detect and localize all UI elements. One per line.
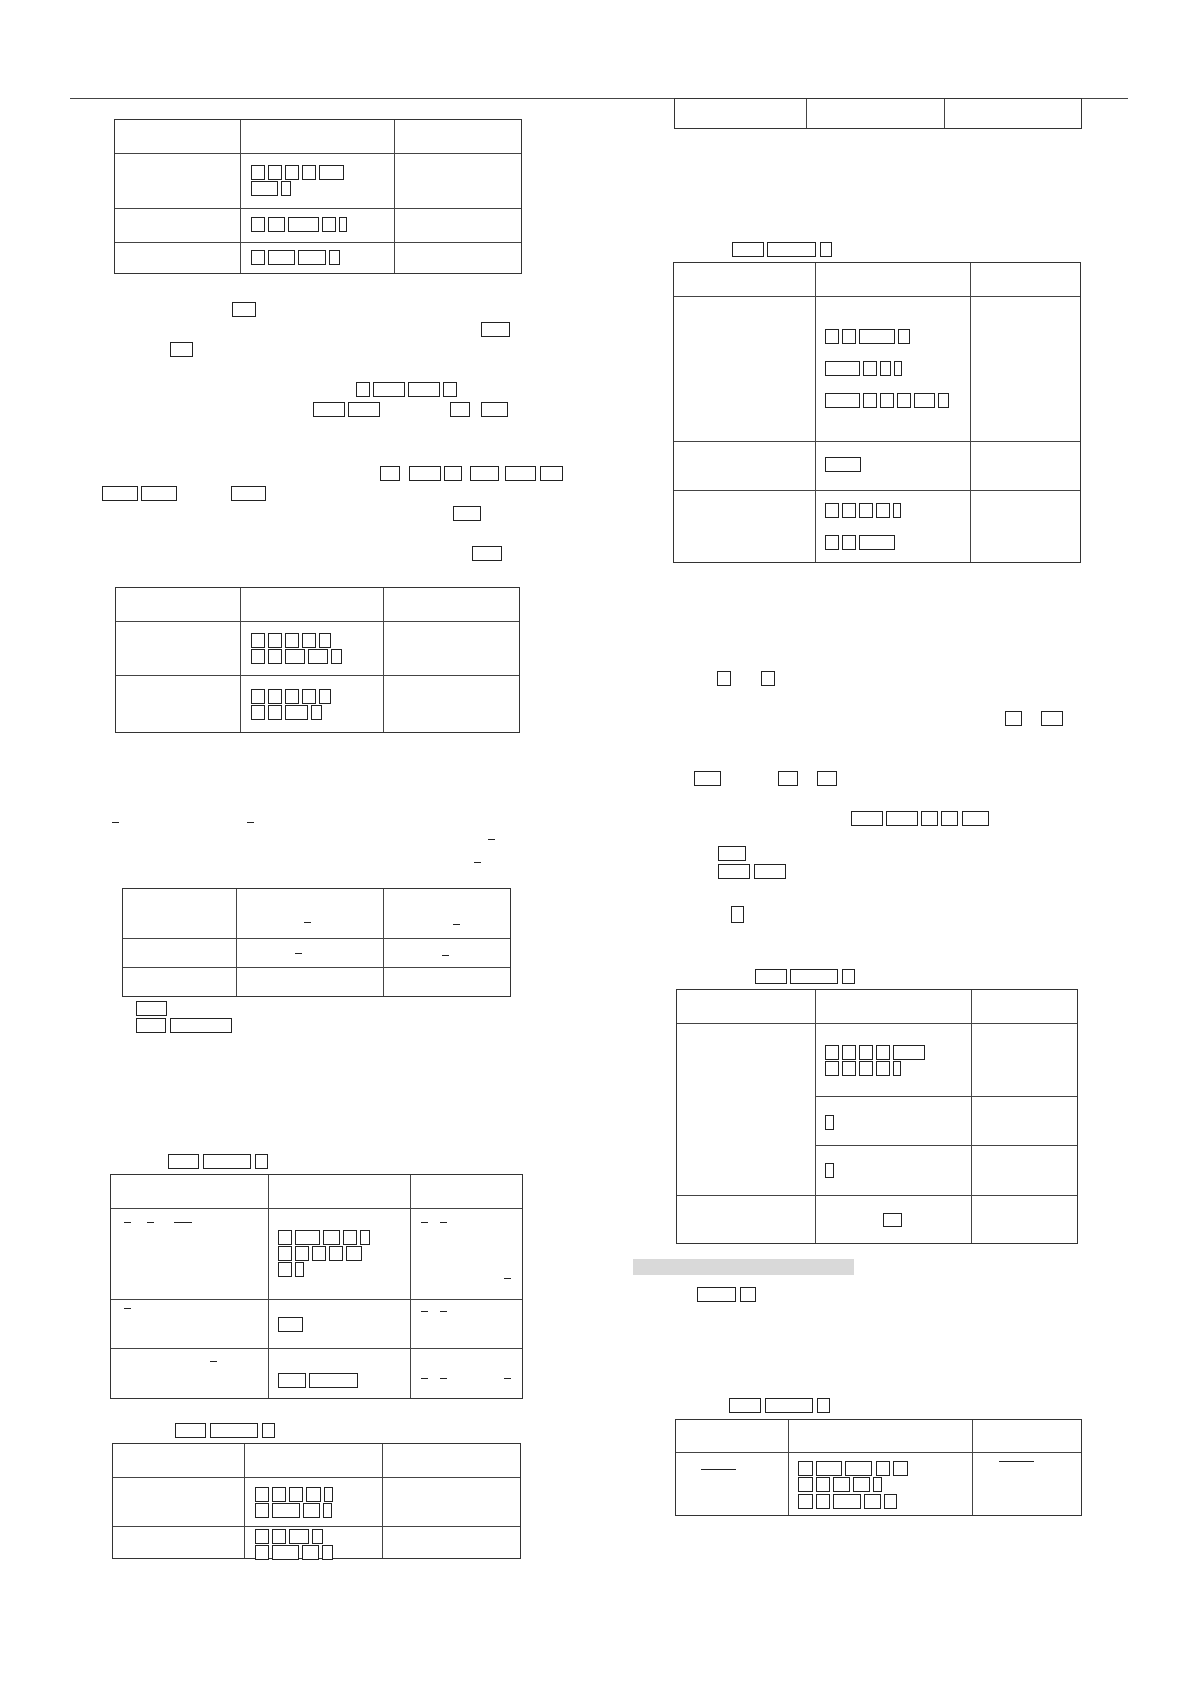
glyph-box <box>170 1018 232 1033</box>
formula-dash <box>999 1461 1034 1462</box>
glyph-box <box>883 1213 902 1227</box>
glyph-box <box>170 342 193 357</box>
table-rule <box>116 675 519 676</box>
formula-dash <box>442 955 449 956</box>
glyph-box <box>289 1487 303 1502</box>
glyph-box <box>360 1230 370 1245</box>
table-rule <box>970 263 971 562</box>
glyph-box <box>790 969 838 984</box>
glyph-box <box>380 466 400 481</box>
glyph-box <box>778 771 798 786</box>
glyph-box <box>825 361 860 376</box>
glyph-box <box>302 633 316 648</box>
glyph-box <box>329 1246 343 1261</box>
table-rule <box>677 1023 1077 1024</box>
glyph-box <box>136 1018 166 1033</box>
table-rule <box>677 1195 1077 1196</box>
glyph-box <box>863 393 877 408</box>
formula-dash <box>701 1469 736 1470</box>
glyph-box <box>453 506 481 521</box>
glyph-box <box>921 811 938 826</box>
glyph-box <box>136 1001 167 1016</box>
formula-dash <box>440 1222 447 1223</box>
glyph-box <box>540 466 563 481</box>
glyph-box <box>298 250 326 265</box>
formula-dash <box>421 1222 428 1223</box>
formula-dash <box>112 822 119 823</box>
glyph-box <box>833 1477 850 1492</box>
table-rule <box>815 990 816 1243</box>
table-rule <box>123 967 510 968</box>
glyph-box <box>262 1423 275 1438</box>
glyph-box <box>329 250 340 265</box>
glyph-box <box>876 1461 890 1476</box>
table-rule <box>815 1096 1077 1097</box>
glyph-box <box>268 217 285 232</box>
glyph-box <box>767 242 816 257</box>
glyph-box <box>319 689 331 704</box>
glyph-box <box>102 486 138 501</box>
table-rule <box>410 1175 411 1398</box>
glyph-box <box>481 322 510 337</box>
glyph-box <box>914 393 935 408</box>
glyph-box <box>313 402 345 417</box>
glyph-box <box>798 1461 813 1476</box>
glyph-box <box>729 1398 761 1413</box>
glyph-box <box>443 382 457 397</box>
table-r0 <box>674 98 1082 129</box>
glyph-box <box>268 165 282 180</box>
table-rule <box>115 208 521 209</box>
formula-dash <box>124 1222 131 1223</box>
glyph-box <box>825 1163 834 1178</box>
glyph-box <box>755 969 787 984</box>
table-rule <box>111 1208 522 1209</box>
glyph-box <box>876 1061 890 1076</box>
table-rule <box>382 1444 383 1558</box>
glyph-box <box>302 165 316 180</box>
glyph-box <box>309 1373 358 1388</box>
glyph-box <box>306 1487 321 1502</box>
glyph-box <box>842 1045 856 1060</box>
glyph-box <box>898 329 910 344</box>
glyph-box <box>323 1503 332 1518</box>
glyph-box <box>481 402 508 417</box>
glyph-box <box>210 1423 258 1438</box>
glyph-box <box>268 705 282 720</box>
glyph-box <box>311 705 322 720</box>
glyph-box <box>308 649 328 664</box>
table-rule <box>394 120 395 273</box>
glyph-box <box>251 649 265 664</box>
glyph-box <box>302 689 316 704</box>
glyph-box <box>409 466 441 481</box>
glyph-box <box>324 1487 333 1502</box>
glyph-box <box>825 329 839 344</box>
glyph-box <box>288 217 319 232</box>
glyph-box <box>322 217 336 232</box>
table-rule <box>244 1444 245 1558</box>
glyph-box <box>938 393 949 408</box>
glyph-box <box>348 402 380 417</box>
glyph-box <box>251 250 265 265</box>
glyph-box <box>761 671 775 686</box>
glyph-box <box>278 1373 306 1388</box>
glyph-box <box>278 1317 303 1332</box>
glyph-box <box>295 1246 309 1261</box>
glyph-box <box>251 705 265 720</box>
glyph-box <box>285 165 299 180</box>
glyph-box <box>472 546 502 561</box>
glyph-box <box>175 1423 206 1438</box>
glyph-box <box>859 1045 873 1060</box>
glyph-box <box>268 250 295 265</box>
glyph-box <box>697 1287 736 1302</box>
glyph-box <box>255 1487 269 1502</box>
glyph-box <box>731 906 744 923</box>
glyph-box <box>825 535 839 550</box>
glyph-box <box>251 633 265 648</box>
glyph-box <box>740 1287 756 1302</box>
glyph-box <box>272 1503 300 1518</box>
glyph-box <box>732 242 764 257</box>
table-rule <box>674 296 1080 297</box>
glyph-box <box>842 503 856 518</box>
glyph-box <box>825 1115 834 1130</box>
glyph-box <box>285 633 299 648</box>
glyph-box <box>251 181 278 196</box>
glyph-box <box>820 242 832 257</box>
glyph-box <box>893 1061 901 1076</box>
table-rule <box>240 588 241 732</box>
glyph-box <box>346 1246 362 1261</box>
glyph-box <box>356 382 370 397</box>
glyph-box <box>825 457 861 472</box>
glyph-box <box>851 811 883 826</box>
glyph-box <box>251 689 265 704</box>
glyph-box <box>825 503 839 518</box>
glyph-box <box>816 1494 830 1509</box>
glyph-box <box>319 165 344 180</box>
glyph-box <box>255 1545 269 1560</box>
glyph-box <box>303 1503 320 1518</box>
formula-dash <box>247 822 254 823</box>
glyph-box <box>312 1246 326 1261</box>
formula-dash <box>440 1311 447 1312</box>
glyph-box <box>278 1230 292 1245</box>
glyph-box <box>302 1545 319 1560</box>
table-r2 <box>676 989 1078 1244</box>
glyph-box <box>232 302 256 317</box>
formula-dash <box>421 1311 428 1312</box>
formula-dash <box>304 922 311 923</box>
table-rule <box>383 889 384 996</box>
formula-dash <box>453 924 460 925</box>
table-rule <box>115 242 521 243</box>
glyph-box <box>1005 711 1022 726</box>
glyph-box <box>285 705 308 720</box>
glyph-box <box>251 165 265 180</box>
glyph-box <box>816 1477 830 1492</box>
glyph-box <box>897 393 911 408</box>
glyph-box <box>798 1494 813 1509</box>
glyph-box <box>817 1398 830 1413</box>
glyph-box <box>281 181 291 196</box>
glyph-box <box>505 466 536 481</box>
glyph-box <box>255 1503 269 1518</box>
glyph-box <box>295 1230 320 1245</box>
glyph-box <box>450 402 470 417</box>
glyph-box <box>859 535 895 550</box>
glyph-box <box>880 361 891 376</box>
document-note <box>0 0 1 1</box>
glyph-box <box>319 633 331 648</box>
formula-dash <box>440 1378 447 1379</box>
glyph-box <box>289 1529 309 1544</box>
glyph-box <box>251 217 265 232</box>
glyph-box <box>322 1545 333 1560</box>
formula-dash <box>504 1378 511 1379</box>
table-rule <box>674 441 1080 442</box>
glyph-box <box>765 1398 813 1413</box>
glyph-box <box>894 361 902 376</box>
table-l4 <box>110 1174 523 1399</box>
table-rule <box>972 1420 973 1515</box>
glyph-box <box>825 1045 839 1060</box>
glyph-box <box>285 649 305 664</box>
glyph-box <box>941 811 958 826</box>
glyph-box <box>268 633 282 648</box>
glyph-box <box>718 864 750 879</box>
glyph-box <box>754 864 786 879</box>
glyph-box <box>268 689 282 704</box>
glyph-box <box>408 382 440 397</box>
glyph-box <box>444 466 462 481</box>
table-rule <box>240 120 241 273</box>
table-rule <box>383 588 384 732</box>
glyph-box <box>203 1154 251 1169</box>
table-rule <box>123 938 510 939</box>
table-rule <box>268 1175 269 1398</box>
glyph-box <box>331 649 342 664</box>
table-rule <box>971 990 972 1243</box>
glyph-box <box>231 486 266 501</box>
glyph-box <box>272 1529 286 1544</box>
glyph-box <box>312 1529 323 1544</box>
table-rule <box>116 621 519 622</box>
table-rule <box>113 1526 520 1527</box>
glyph-box <box>853 1477 870 1492</box>
table-rule <box>111 1299 522 1300</box>
glyph-box <box>876 1045 890 1060</box>
table-rule <box>674 490 1080 491</box>
glyph-box <box>886 811 918 826</box>
glyph-box <box>470 466 499 481</box>
formula-dash <box>174 1222 192 1223</box>
glyph-box <box>863 361 877 376</box>
glyph-box <box>272 1487 286 1502</box>
table-rule <box>815 1145 1077 1146</box>
glyph-box <box>255 1154 268 1169</box>
glyph-box <box>884 1494 897 1509</box>
glyph-box <box>859 503 873 518</box>
table-rule <box>111 1348 522 1349</box>
glyph-box <box>255 1529 269 1544</box>
table-rule <box>676 1452 1081 1453</box>
table-rule <box>806 99 807 128</box>
glyph-box <box>798 1477 813 1492</box>
glyph-box <box>168 1154 199 1169</box>
glyph-box <box>268 649 282 664</box>
glyph-box <box>833 1494 861 1509</box>
highlight-band <box>633 1259 854 1275</box>
glyph-box <box>893 1461 908 1476</box>
formula-dash <box>504 1278 511 1279</box>
glyph-box <box>842 535 856 550</box>
glyph-box <box>842 1061 856 1076</box>
glyph-box <box>873 1477 882 1492</box>
table-l3 <box>122 888 511 997</box>
table-rule <box>815 263 816 562</box>
table-rule <box>236 889 237 996</box>
formula-dash <box>295 953 302 954</box>
formula-dash <box>210 1361 217 1362</box>
formula-dash <box>124 1308 131 1309</box>
glyph-box <box>718 846 746 861</box>
table-rule <box>944 99 945 128</box>
glyph-box <box>816 1461 842 1476</box>
formula-dash <box>474 862 481 863</box>
table-rule <box>113 1477 520 1478</box>
glyph-box <box>876 503 890 518</box>
glyph-box <box>825 1061 839 1076</box>
glyph-box <box>285 689 299 704</box>
glyph-box <box>825 393 860 408</box>
glyph-box <box>278 1262 292 1277</box>
glyph-box <box>817 771 837 786</box>
glyph-box <box>893 503 901 518</box>
glyph-box <box>323 1230 340 1245</box>
glyph-box <box>295 1262 304 1277</box>
glyph-box <box>859 1061 873 1076</box>
glyph-box <box>694 771 721 786</box>
glyph-box <box>717 671 731 686</box>
formula-dash <box>488 839 495 840</box>
glyph-box <box>1041 711 1063 726</box>
glyph-box <box>842 329 856 344</box>
glyph-box <box>893 1045 925 1060</box>
glyph-box <box>845 1461 872 1476</box>
glyph-box <box>278 1246 292 1261</box>
glyph-box <box>864 1494 881 1509</box>
table-rule <box>788 1420 789 1515</box>
glyph-box <box>880 393 894 408</box>
glyph-box <box>373 382 405 397</box>
table-rule <box>115 153 521 154</box>
formula-dash <box>421 1378 428 1379</box>
glyph-box <box>343 1230 357 1245</box>
glyph-box <box>842 969 855 984</box>
glyph-box <box>339 217 347 232</box>
formula-dash <box>147 1222 154 1223</box>
glyph-box <box>272 1545 299 1560</box>
glyph-box <box>859 329 895 344</box>
glyph-box <box>962 811 989 826</box>
glyph-box <box>141 486 177 501</box>
